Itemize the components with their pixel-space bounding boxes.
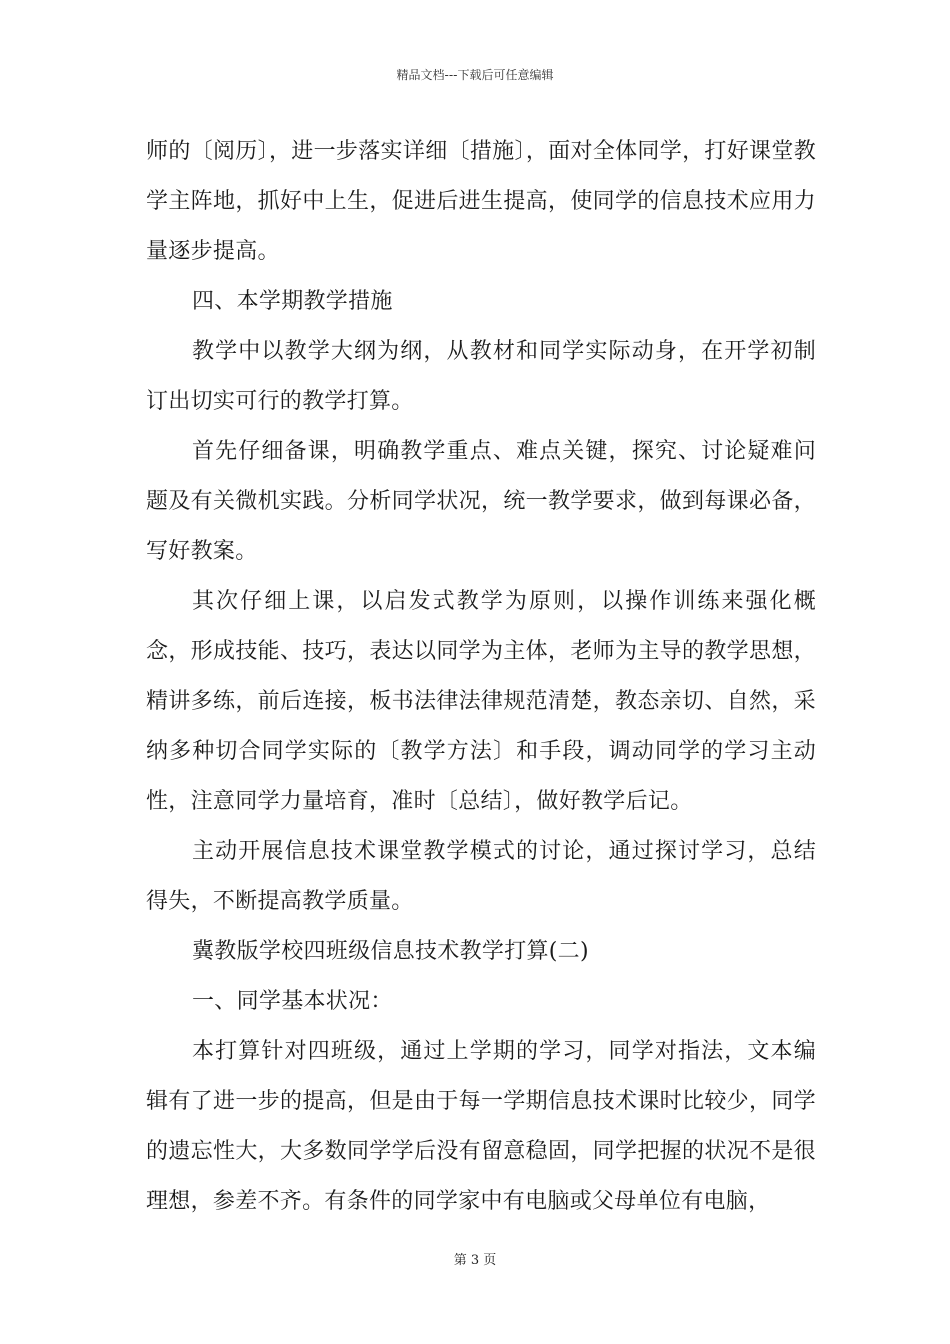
document-body	[146, 127, 816, 1227]
paragraph-teaching-research: 主动开展信息技术课堂教学模式的讨论，通过探讨学习，总结得失，不断提高教学质量。	[146, 839, 816, 914]
paragraph-teaching-outline: 教学中以教学大纲为纲，从教材和同学实际动身，在开学初制订出切实可行的教学打算。	[146, 339, 816, 414]
document-subtitle: 冀教版学校四班级信息技术教学打算(二)	[192, 939, 589, 964]
footer-suffix: 页	[483, 1253, 497, 1268]
page-footer	[0, 1249, 950, 1268]
section-heading-teaching-measures: 四、本学期教学措施	[192, 289, 393, 314]
header-text: 精品文档---下载后可任意编辑	[396, 68, 554, 82]
footer-prefix: 第	[453, 1253, 467, 1268]
paragraph-lesson-preparation: 首先仔细备课，明确教学重点、难点关键，探究、讨论疑难问题及有关微机实践。分析同学状况，统一教学要求，做到每课必备，写好教案。	[146, 439, 816, 564]
page-number: 3	[470, 1253, 480, 1268]
page-header	[0, 66, 950, 83]
section-heading-student-situation: 一、同学基本状况：	[192, 989, 393, 1014]
paragraph-continuation: 师的〔阅历〕，进一步落实详细〔措施〕，面对全体同学，打好课堂教学主阵地，抓好中上生，促进后进生提高，使同学的信息技术应用力量逐步提高。	[146, 139, 816, 264]
paragraph-student-situation: 本打算针对四班级，通过上学期的学习，同学对指法，文本编辑有了进一步的提高，但是由于每一学期信息技术课时比较少，同学的遗忘性大，大多数同学学后没有留意稳固，同学把握的状况不是很理想，参差不齐。有条件的同学家中有电脑或父母单位有电脑，	[146, 1039, 816, 1214]
paragraph-classroom-teaching: 其次仔细上课，以启发式教学为原则，以操作训练来强化概念，形成技能、技巧，表达以同学为主体，老师为主导的教学思想，精讲多练，前后连接，板书法律法律规范清楚，教态亲切、自然，采纳多种切合同学实际的〔教学方法〕和手段，调动同学的学习主动性，注意同学力量培育，准时〔总结〕，做好教学后记。	[146, 589, 816, 814]
